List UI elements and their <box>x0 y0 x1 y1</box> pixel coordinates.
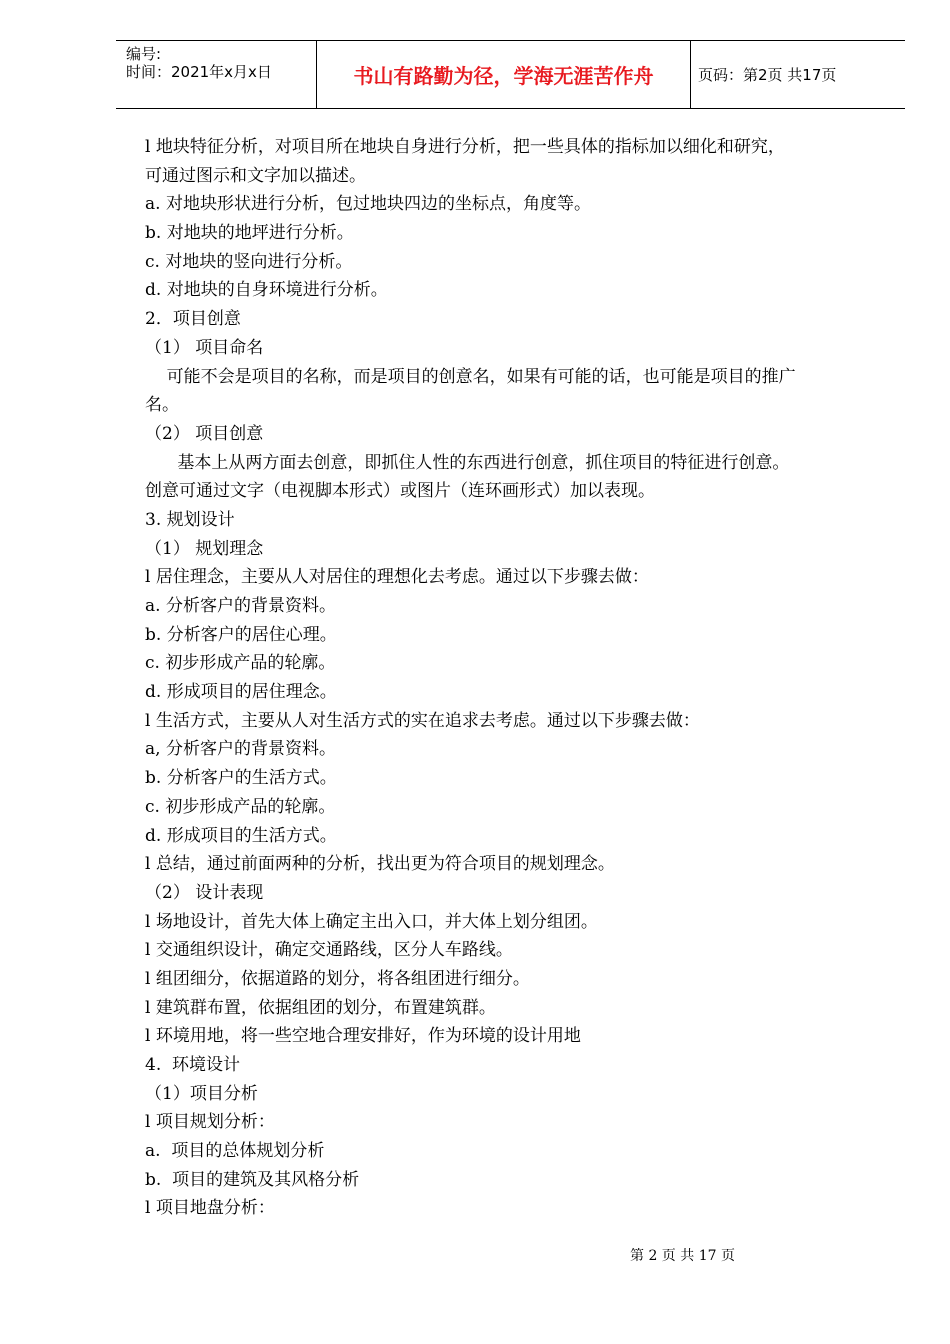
text-line: c. 对地块的竖向进行分析。 <box>145 251 353 272</box>
header-middle-cell <box>316 41 691 108</box>
text-line: l 地块特征分析，对项目所在地块自身进行分析，把一些具体的指标加以细化和研究， <box>145 137 785 157</box>
motto-text: 书山有路勤为径，学海无涯苦作舟 <box>353 64 654 88</box>
text-line: 4. 环境设计 <box>145 1055 241 1075</box>
text-line: l 生活方式，主要从人对生活方式的实在追求去考虑。通过以下步骤去做： <box>145 710 700 731</box>
text-line: 3. 规划设计 <box>145 509 235 530</box>
text-line: （1） 项目命名 <box>145 337 264 358</box>
text-line: l 组团细分，依据道路的划分，将各组团进行细分。 <box>145 968 530 989</box>
page-header <box>116 40 905 109</box>
text-line: a, 分析客户的背景资料。 <box>145 739 336 760</box>
document-body <box>145 133 875 1223</box>
text-line: b. 分析客户的生活方式。 <box>145 768 337 789</box>
text-line: l 居住理念，主要从人对居住的理想化去考虑。通过以下步骤去做： <box>145 567 649 588</box>
time-label: 时间：2021年x月x日 <box>126 63 272 81</box>
text-line: （1）项目分析 <box>145 1083 258 1104</box>
text-line: l 环境用地，将一些空地合理安排好，作为环境的设计用地 <box>145 1026 581 1047</box>
page-info: 页码：第2页 共17页 <box>698 66 837 84</box>
header-right-cell <box>690 41 905 108</box>
text-line: d. 形成项目的生活方式。 <box>145 825 337 846</box>
text-line: c. 初步形成产品的轮廓。 <box>145 796 336 817</box>
page-footer: 第 2 页 共 17 页 <box>630 1248 735 1264</box>
text-line: 可通过图示和文字加以描述。 <box>145 165 366 186</box>
text-line: 可能不会是项目的名称，而是项目的创意名，如果有可能的话，也可能是项目的推广 <box>145 366 796 387</box>
text-line: l 项目规划分析： <box>145 1112 275 1133</box>
text-line: l 总结，通过前面两种的分析，找出更为符合项目的规划理念。 <box>145 854 615 875</box>
text-line: d. 对地块的自身环境进行分析。 <box>145 280 388 301</box>
text-line: d. 形成项目的居住理念。 <box>145 682 337 703</box>
text-line: （2） 项目创意 <box>145 423 264 444</box>
text-line: 名。 <box>145 395 179 416</box>
text-line: l 项目地盘分析： <box>145 1198 275 1219</box>
text-line: l 场地设计，首先大体上确定主出入口，并大体上划分组团。 <box>145 911 598 932</box>
header-left-cell <box>116 41 316 108</box>
text-line: b. 对地块的地坪进行分析。 <box>145 223 354 244</box>
text-line: （1） 规划理念 <box>145 538 264 559</box>
text-line: a. 分析客户的背景资料。 <box>145 596 336 616</box>
text-line: 2．项目创意 <box>145 309 241 330</box>
text-line: l 交通组织设计，确定交通路线，区分人车路线。 <box>145 940 513 961</box>
text-line: b. 分析客户的居住心理。 <box>145 624 337 645</box>
text-line: （2） 设计表现 <box>145 882 264 903</box>
text-line: l 建筑群布置，依据组团的划分，布置建筑群。 <box>145 997 496 1018</box>
text-line: b. 项目的建筑及其风格分析 <box>145 1169 360 1190</box>
text-line: c. 初步形成产品的轮廓。 <box>145 653 336 674</box>
text-line: 基本上从两方面去创意，即抓住人性的东西进行创意，抓住项目的特征进行创意。 <box>145 452 790 473</box>
text-line: a. 对地块形状进行分析，包过地块四边的坐标点，角度等。 <box>145 194 591 215</box>
code-label: 编号: <box>126 45 162 63</box>
text-line: a. 项目的总体规划分析 <box>145 1141 325 1162</box>
text-line: 创意可通过文字（电视脚本形式）或图片（连环画形式）加以表现。 <box>145 481 655 502</box>
